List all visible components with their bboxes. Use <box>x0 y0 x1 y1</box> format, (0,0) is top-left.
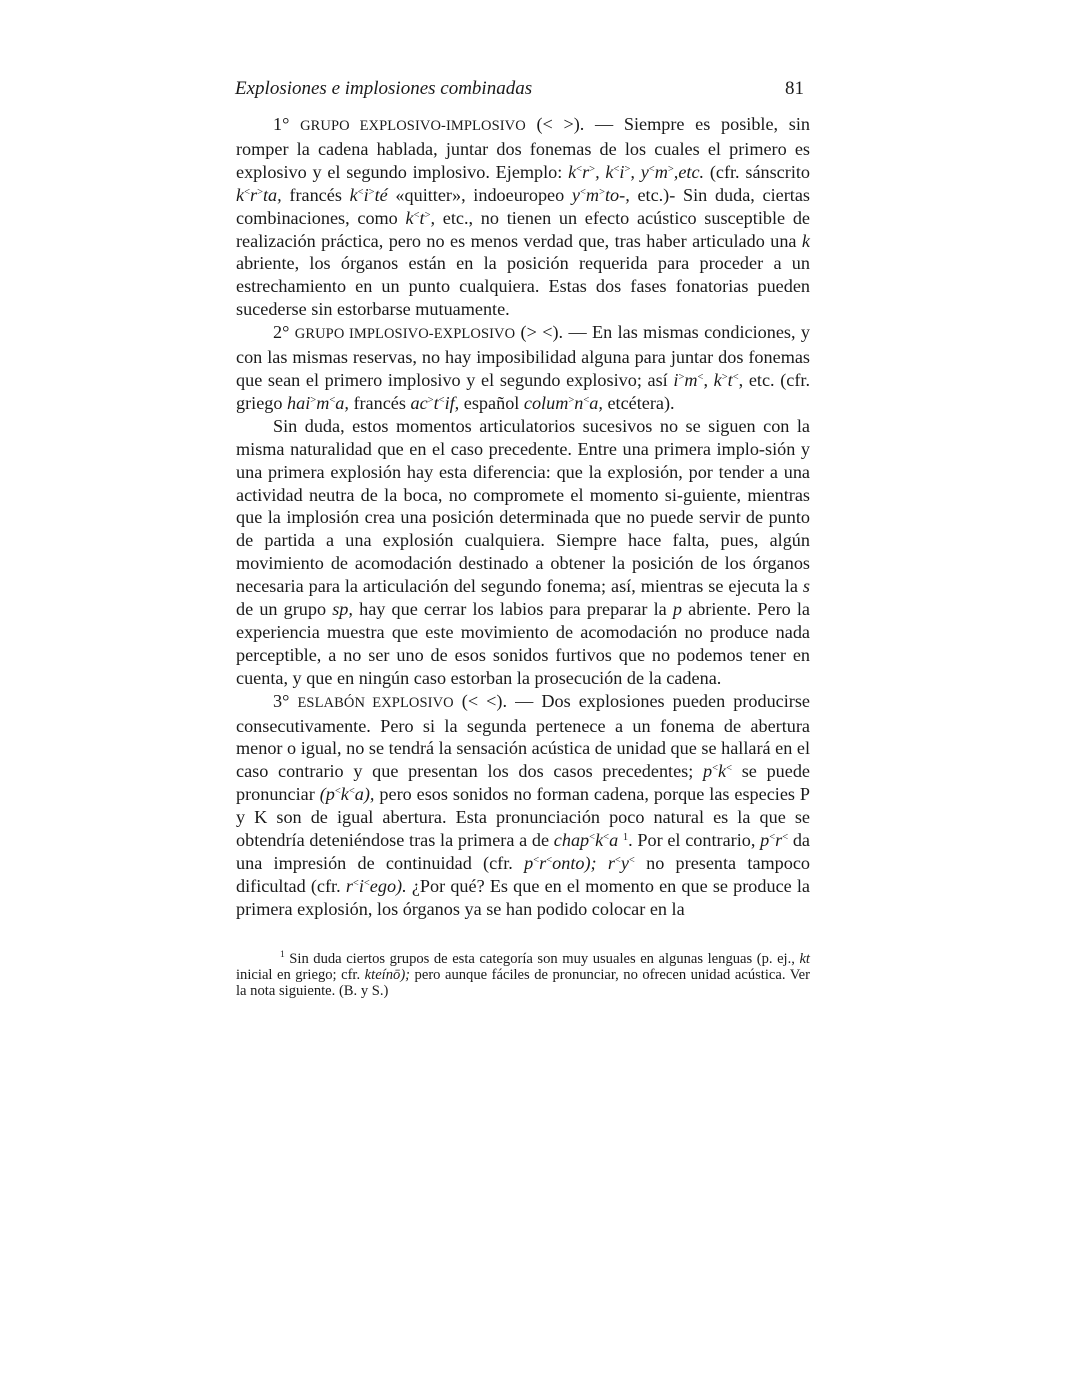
section-label: GRUPO IMPLOSIVO-EXPLOSIVO <box>294 326 516 343</box>
paragraph-implosive-explosive: 2° GRUPO IMPLOSIVO-EXPLOSIVO (> <). — En las mismas condiciones, y con las mismas reservas, no hay imposibilidad alguna para juntar dos fonemas que sean el primero implosivo y el segundo explosivo; así i>m<, k>t<, etc. (cfr. griego hai>m<a, francés ac>t<if, español colum>n<a, etcétera). <box>236 322 811 413</box>
footnote-reference[interactable]: 1 <box>622 832 629 844</box>
book-page <box>236 78 810 999</box>
paragraph-explosive-link: 3° ESLABÓN EXPLOSIVO (< <). — Dos explosiones pueden producirse consecutivamente. Pero si la segunda pertenece a un fonema de abertura menor o igual, no se tendrá la sensación acústica de unidad que se hallará en el caso contrario y que presentan los dos casos precedentes; p<k< se puede pronunciar (p<k<a), pero esos sonidos no forman cadena, porque las especies P y K son de igual abertura. Esta pronunciación poco natural es la que se obtendría deteniéndose tras la primera a de chap<k<a $^1$. Por el contrario, p<r< da una impresión de continuidad (cfr. p<r<onto); r<y< no presenta tampoco dificultad (cfr. r<i<ego). ¿Por qué? Es que en el momento en que se produce la primera explosión, los órganos ya se han podido colocar en la <box>236 690 811 919</box>
section-label: ESLABÓN EXPLOSIVO <box>297 694 454 711</box>
footnotes <box>236 951 810 999</box>
footnote-1: $^1$ Sin duda ciertos grupos de esta categoría son muy usuales en algunas lenguas (p. ej., kt inicial en griego; cfr. kteínō); pero aunque fáciles de pronunciar, no ofrecen unidad acústica. Ver la nota siguiente. (B. y S.) <box>236 949 811 999</box>
page-number: 81 <box>785 78 804 99</box>
running-header <box>235 78 804 100</box>
section-label: GRUPO EXPLOSIVO-IMPLOSIVO <box>300 118 526 134</box>
footnote-mark: 1 <box>280 949 285 960</box>
running-title: Explosiones e implosiones combinadas <box>235 78 533 99</box>
paragraph-explosive-implosive: 1° GRUPO EXPLOSIVO-IMPLOSIVO (< >). — Siempre es posible, sin romper la cadena hablada, juntar dos fonemas de los cuales el primero es explosivo y el segundo implosivo. Ejemplo: k<r>, k<i>, y<m>,etc. (cfr. sánscrito k<r>ta, francés k<i>té «quitter», indoeuropeo y<m>to-, etc.)- Sin duda, ciertas combinaciones, como k<t>, etc., no tienen un efecto acústico susceptible de realización práctica, pero no es menos verdad que, tras haber articulado una k abriente, los órganos están en la posición requerida para proceder a un estrechamiento en un punto cualquiera. Estas dos fases fonatorias pueden sucederse sin estorbarse mutuamente. <box>236 114 811 320</box>
paragraph-discussion: Sin duda, estos momentos articulatorios sucesivos no se siguen con la misma naturalidad que en el caso precedente. Entre una primera implo-sión y una primera explosión hay esta diferencia: que la explosión, por tender a una actividad neutra de la boca, no compromete el momento si-guiente, mientras que la implosión crea una posición determinada que no puede servir de punto de partida a una explosión cualquiera. Siempre hace falta, pues, algún movimiento de acomodación destinado a obtener la posición de los órganos necesaria para la articulación del segundo fonema; así, mientras se ejecuta la s de un grupo sp, hay que cerrar los labios para preparar la p abriente. Pero la experiencia muestra que este movimiento de acomodación no produce nada perceptible, a no ser uno de esos sonidos furtivos que no podemos tener en cuenta, y que en ningún caso estorban la prosecución de la cadena. <box>236 415 810 688</box>
